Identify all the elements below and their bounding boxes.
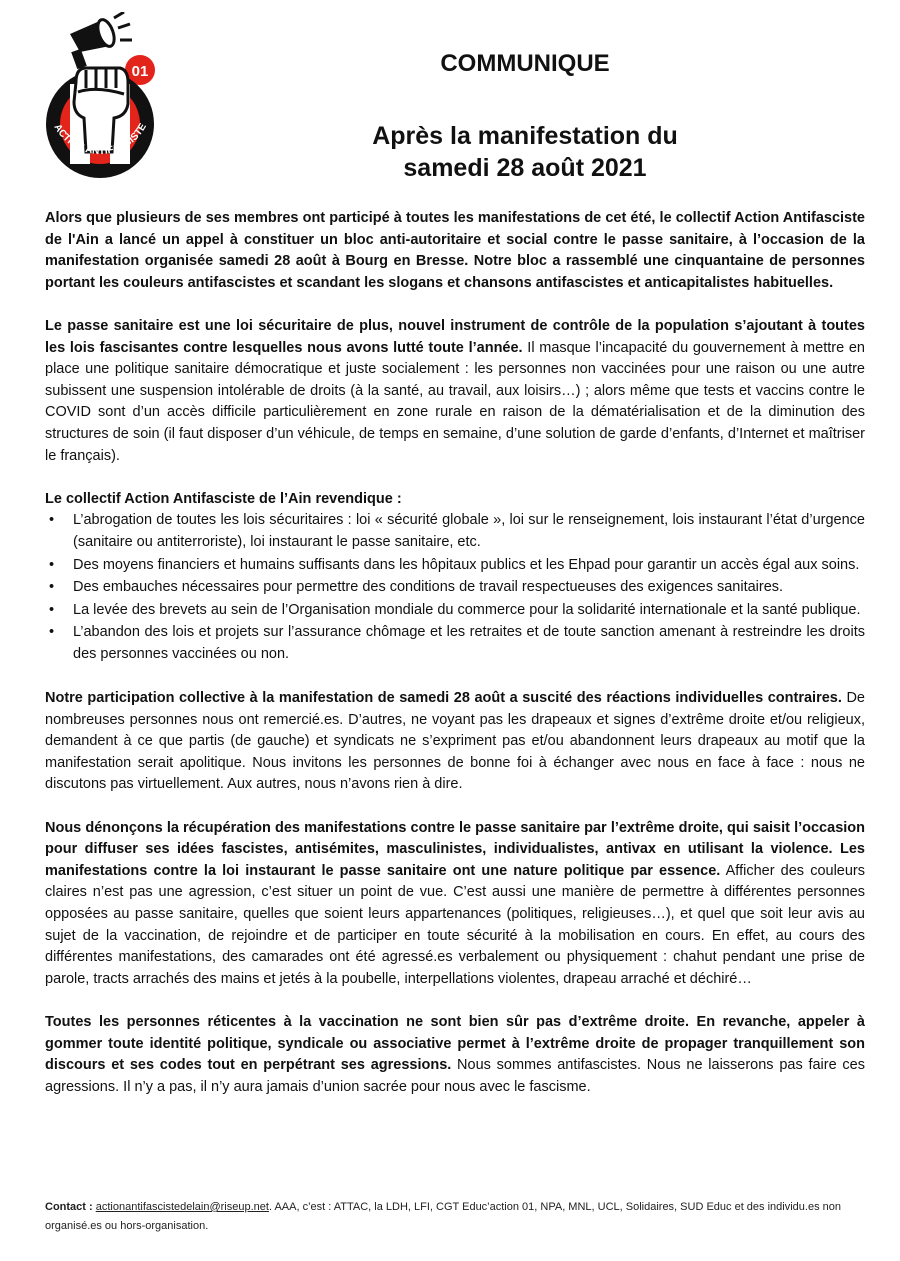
paragraph-3 [45,688,865,796]
contact-label: Contact : [45,1201,93,1213]
list-item: • La levée des brevets au sein de l’Organisation mondiale du commerce pour la solidarité internationale et la santé publique. [45,600,865,622]
subtitle-line-2: samedi 28 août 2021 [403,154,647,182]
paragraph-2 [45,316,865,467]
contact-email-link[interactable]: actionantifascistedelain@riseup.net [95,1201,269,1213]
list-item: • L’abrogation de toutes les lois sécuritaires : loi « sécurité globale », loi sur le renseignement, lois instaurant l’état d’urgence (sanitaire ou antiterroriste), loi instaurant le passe sanitaire, etc. [45,510,865,553]
paragraph-3-bold: Notre participation collective à la manifestation de samedi 28 août a suscité des réactions individuelles contraires. [45,690,842,707]
list-item: • L’abandon des lois et projets sur l’assurance chômage et les retraites et de toute sanction amenant à restreindre les droits des personnes vaccinées ou non. [45,622,865,665]
badge-text: 01 [131,63,149,80]
megaphone-icon [70,12,132,69]
logo-emblem [40,12,160,192]
paragraph-2-text: Il masque l’incapacité du gouvernement à mettre en place une politique sanitaire démocratique et juste socialement : les personnes non vaccinées pour une raison ou une autre subissent une suspension intolérable de droits (à la santé, au travail, aux loisirs…) ; alors même que tests et vaccins contre le COVID sont d’un accès difficile particulièrement en zone rurale en raison de la dématérialisation et de la diminution des structures de soin (il faut disposer d’un véhicule, de temps en semaine, d’une solution de garde d’enfants, d’Internet et maîtriser le français). [45,339,865,464]
contact-footer [45,1198,865,1236]
paragraph-5-bold: Toutes les personnes réticentes à la vaccination ne sont bien sûr pas d’extrême droite. En revanche, appeler à gommer toute identité politique, syndicale ou associative permet à l’extrême droite de propager tranquillement son discours et ses codes tout en perpétrant ses agressions. [45,1013,865,1074]
contact-text: . AAA, c’est : ATTAC, la LDH, LFI, CGT Educ’action 01, NPA, MNL, UCL, Solidaires, SUD Educ et des individu.es non organisé.es ou hors-organisation. [45,1201,841,1232]
communique-body [45,208,865,1098]
paragraph-1: Alors que plusieurs de ses membres ont participé à toutes les manifestations de cet été, le collectif Action Antifasciste de l'Ain a lancé un appel à constituer un bloc anti-autoritaire et social contre le passe sanitaire, à l’occasion de la manifestation organisée samedi 28 août à Bourg en Bresse. Notre bloc a rassemblé une cinquantaine de personnes portant les couleurs antifascistes et scandant les slogans et chansons antifascistes et anticapitalistes habituelles. [45,210,865,291]
demands-title: Le collectif Action Antifasciste de l’Ain revendique : [45,490,402,507]
ring-text: ACTION ANTIFASCISTE [51,121,149,158]
paragraph-2-bold: Le passe sanitaire est une loi sécuritaire de plus, nouvel instrument de contrôle de la population s’ajoutant à toutes les lois fascisantes contre lesquelles nous avons lutté toute l’année. [45,317,865,356]
demands-list [45,510,865,665]
action-antifasciste-logo [40,12,160,192]
paragraph-4 [45,818,865,991]
paragraph-5-text: Nous sommes antifascistes. Nous ne laisserons pas faire ces agressions. Il n’y a pas, il n’y aura jamais d’union sacrée pour nous avec le fascisme. [45,1057,865,1095]
paragraph-5 [45,1012,865,1098]
paragraph-3-text: De nombreuses personnes nous ont remercié.es. D’autres, ne voyant pas les drapeaux et signes d’extrême droite et/ou religieux, demandent à ce que partis (de gauche) et syndicats ne s’expriment pas et/ou abandonnent leurs drapeaux au motif que la manifestation serait apolitique. Nous invitons les personnes de bonne foi à échanger avec nous en face à face : nous ne discutons pas virtuellement. Aux autres, nous n’avons rien à dire. [45,690,865,793]
list-item: • Des embauches nécessaires pour permettre des conditions de travail respectueuses des exigences sanitaires. [45,577,865,599]
subtitle-line-1: Après la manifestation du [372,122,678,150]
page-title: COMMUNIQUE [440,50,610,77]
list-item: • Des moyens financiers et humains suffisants dans les hôpitaux publics et les Ehpad pour garantir un accès égal aux soins. [45,555,865,577]
paragraph-4-bold: Nous dénonçons la récupération des manifestations contre le passe sanitaire par l’extrême droite, qui saisit l’occasion pour diffuser ses idées fascistes, antisémites, masculinistes, individualistes, antivax en utilisant la violence. Les manifestations contre la loi instaurant le passe sanitaire ont une nature politique par essence. [45,819,865,879]
paragraph-4-text: Afficher des couleurs claires n’est pas une agression, c’est situer un point de vue. C’est aussi une manière de permettre à différentes personnes opposées au passe sanitaire, quelles que soient leurs appartenances (politiques, religieuses…), et quel que soit leur avis au sujet de la vaccination, de rejoindre et de participer en toute sécurité à la mobilisation en cours. En effet, au cours des différentes manifestations, des camarades ont été agressé.es verbalement ou physiquement : chahut pendant une prise de parole, tracts arrachés des mains et jetés à la poubelle, interpellations violentes, drapeau arraché et déchiré… [45,862,865,987]
page-subtitle [300,120,750,184]
